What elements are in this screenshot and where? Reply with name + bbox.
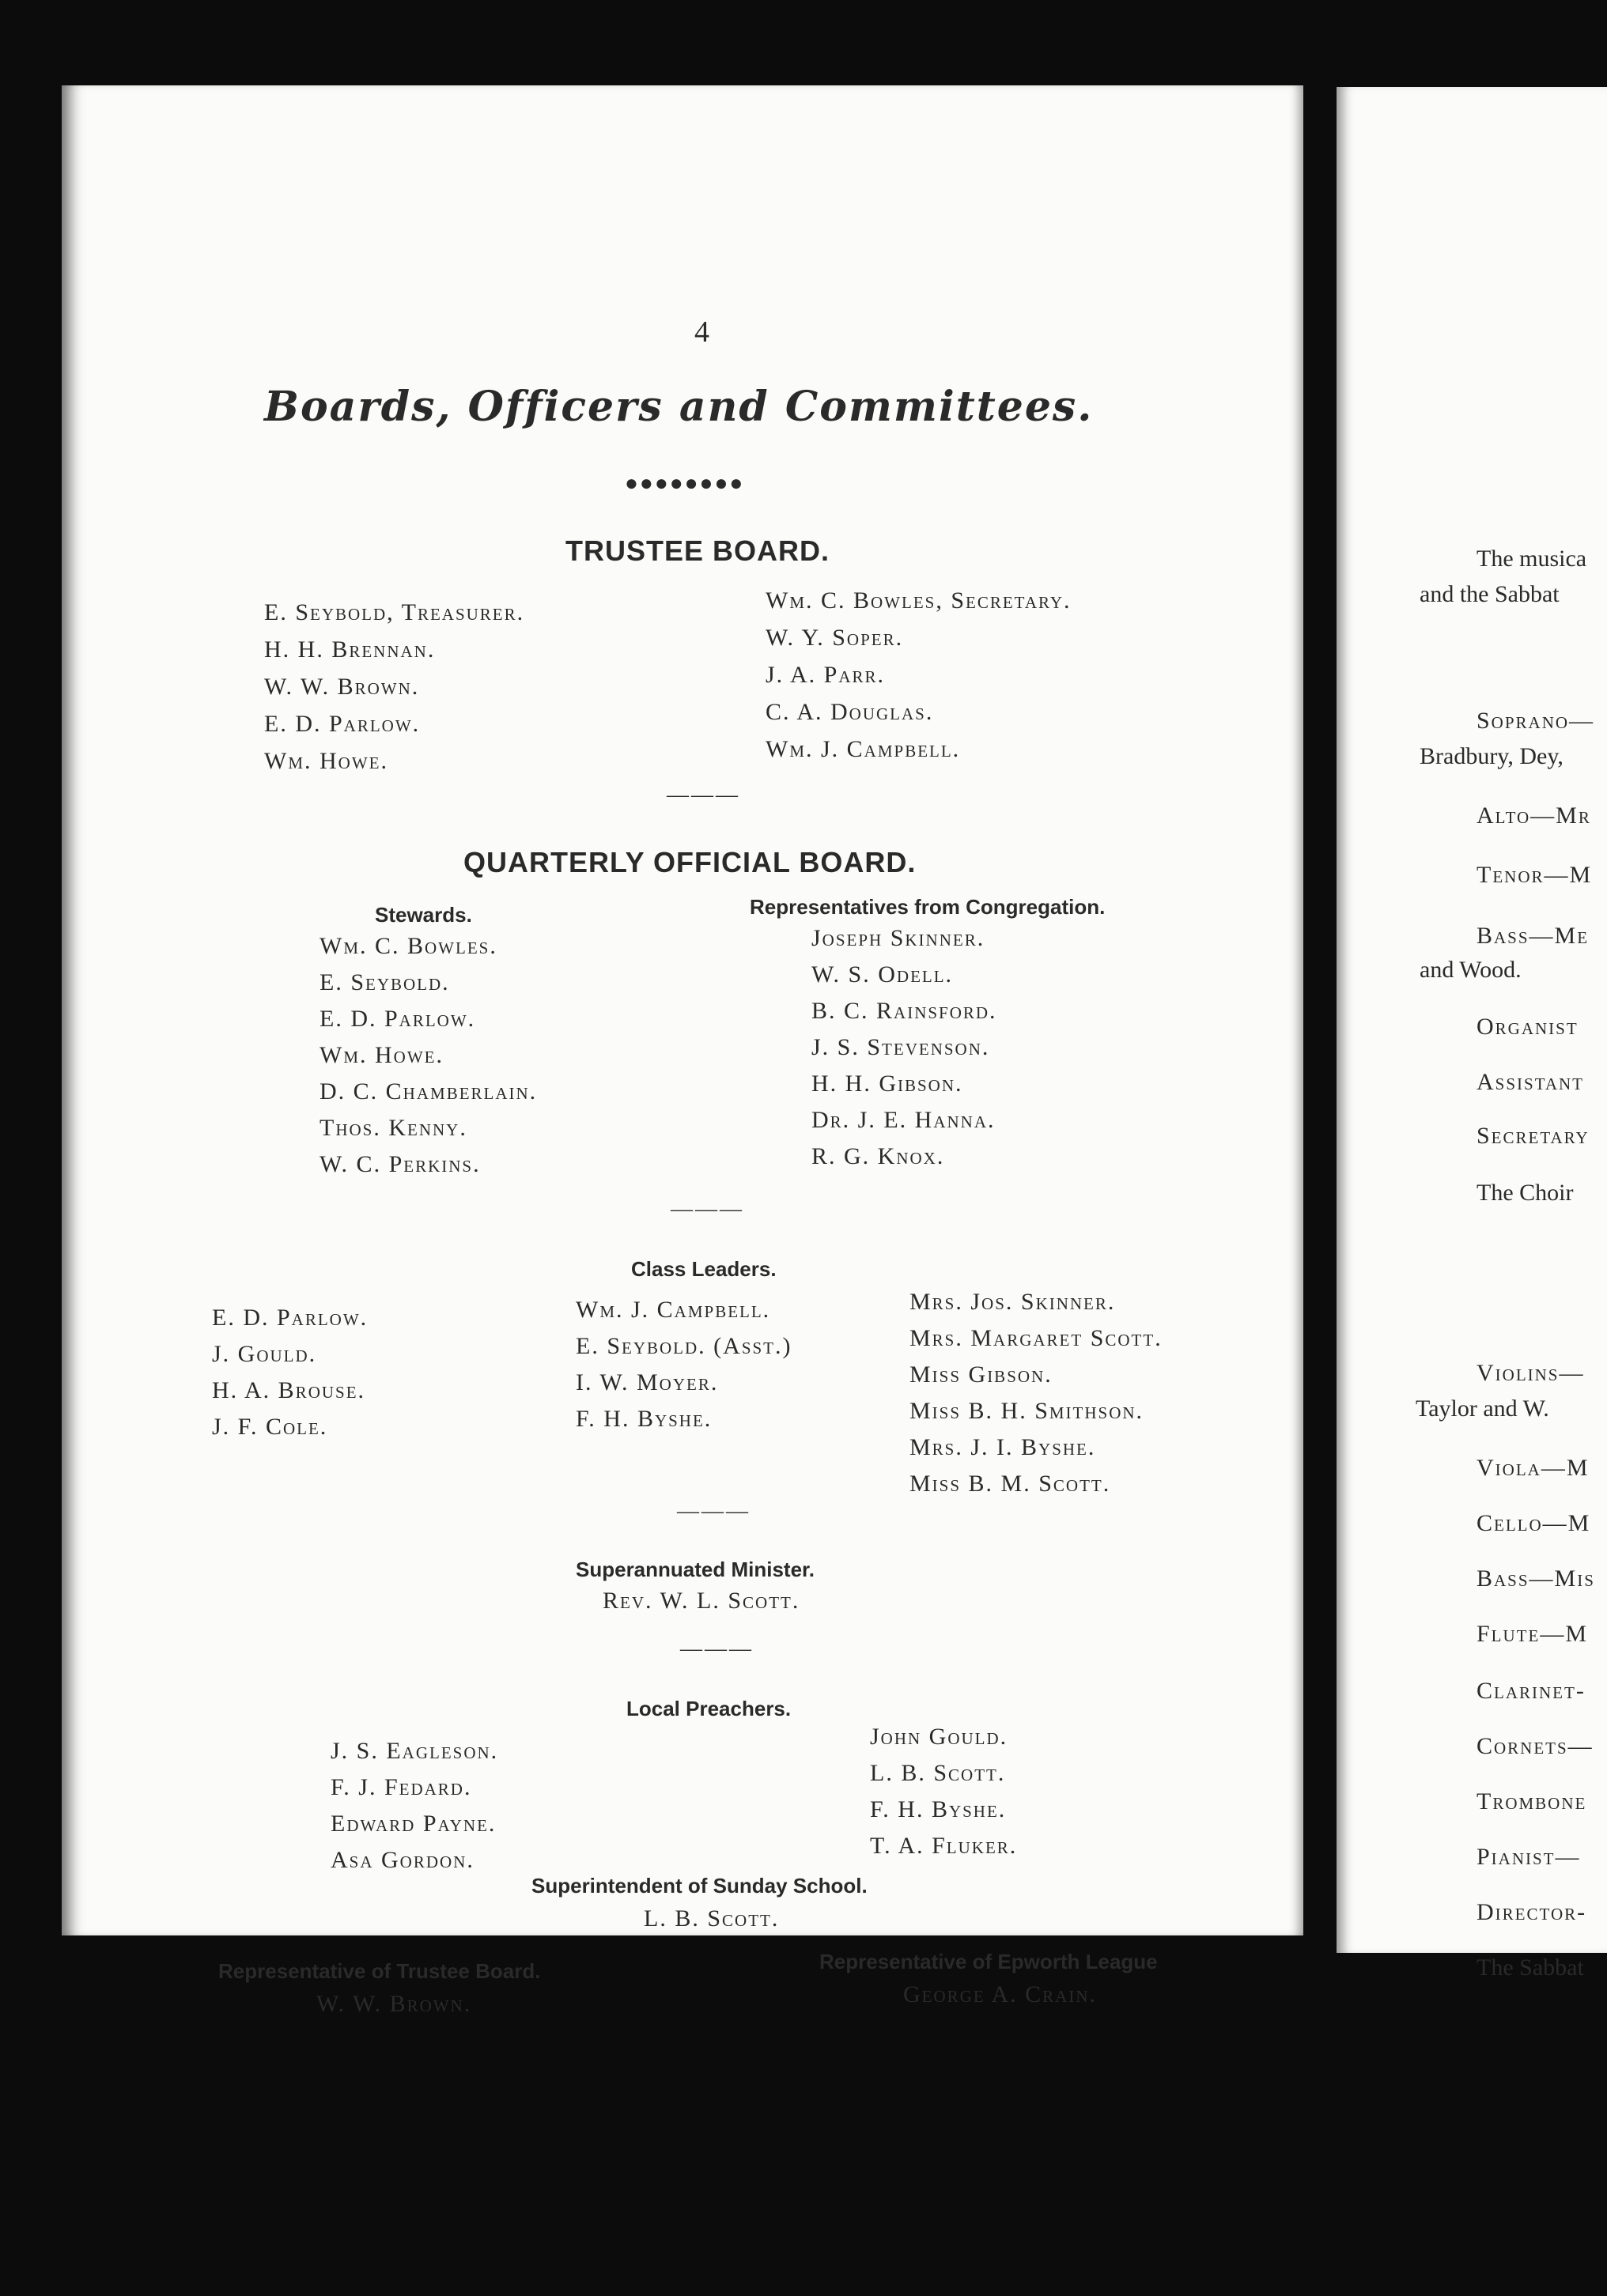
steward-2: E. Seybold.: [320, 969, 450, 995]
right-text-9: Organist: [1477, 1014, 1579, 1040]
trustee-right-3: J. A. Parr.: [766, 662, 886, 688]
trustee-left-5: Wm. Howe.: [264, 748, 388, 774]
superannuated-name: Rev. W. L. Scott.: [603, 1588, 800, 1614]
right-text-2: and the Sabbat: [1420, 581, 1560, 607]
class-leader-c2-4: F. H. Byshe.: [576, 1406, 713, 1432]
rep-2: W. S. Odell.: [811, 961, 954, 988]
steward-6: Thos. Kenny.: [320, 1115, 467, 1141]
right-text-8: and Wood.: [1420, 957, 1522, 983]
class-leader-c1-1: E. D. Parlow.: [212, 1305, 369, 1331]
local-preacher-left-3: Edward Payne.: [331, 1811, 497, 1837]
trustee-left-1: E. Seybold, Treasurer.: [264, 599, 525, 625]
right-text-16: Cello—M: [1477, 1510, 1591, 1536]
local-preacher-left-4: Asa Gordon.: [331, 1847, 475, 1873]
trustee-left-4: E. D. Parlow.: [264, 711, 421, 737]
reps-heading: Representatives from Congregation.: [750, 895, 1106, 919]
right-text-12: The Choir: [1477, 1180, 1574, 1206]
steward-5: D. C. Chamberlain.: [320, 1078, 538, 1105]
class-leader-c1-3: H. A. Brouse.: [212, 1377, 366, 1403]
trustee-right-5: Wm. J. Campbell.: [766, 736, 961, 762]
right-text-5: Alto—Mr: [1477, 802, 1591, 829]
sunday-school-name: L. B. Scott.: [644, 1905, 780, 1932]
class-leader-c2-2: E. Seybold. (Asst.): [576, 1333, 792, 1359]
class-leader-c3-3: Miss Gibson.: [909, 1361, 1053, 1388]
local-preachers-heading: Local Preachers.: [626, 1697, 792, 1720]
local-preacher-right-1: John Gould.: [870, 1724, 1008, 1750]
rep-3: B. C. Rainsford.: [811, 998, 997, 1024]
rep-1: Joseph Skinner.: [811, 925, 985, 951]
right-text-4: Bradbury, Dey,: [1420, 743, 1564, 769]
right-text-20: Cornets—: [1477, 1733, 1594, 1759]
trustee-left-2: H. H. Brennan.: [264, 636, 436, 663]
right-text-21: Trombone: [1477, 1788, 1587, 1815]
steward-7: W. C. Perkins.: [320, 1151, 481, 1177]
local-preacher-right-4: T. A. Fluker.: [870, 1833, 1018, 1859]
ornament-divider: ●●●●●●●●: [625, 471, 745, 496]
right-text-19: Clarinet-: [1477, 1678, 1586, 1704]
class-leader-c3-4: Miss B. H. Smithson.: [909, 1398, 1144, 1424]
section-divider: ———: [680, 1637, 754, 1661]
class-leader-c3-6: Miss B. M. Scott.: [909, 1471, 1111, 1497]
local-preacher-left-1: J. S. Eagleson.: [331, 1738, 499, 1764]
right-text-23: Director-: [1477, 1899, 1587, 1925]
class-leader-c3-1: Mrs. Jos. Skinner.: [909, 1289, 1116, 1315]
right-text-1: The musica: [1477, 546, 1587, 572]
rep-7: R. G. Knox.: [811, 1143, 945, 1169]
epworth-rep-name: George A. Crain.: [903, 1981, 1098, 2007]
right-text-24: The Sabbat: [1477, 1954, 1584, 1981]
local-preacher-left-2: F. J. Fedard.: [331, 1774, 472, 1800]
local-preacher-right-2: L. B. Scott.: [870, 1760, 1006, 1786]
right-text-13: Violins—: [1477, 1360, 1585, 1386]
right-page: [1337, 87, 1607, 1981]
class-leader-c3-2: Mrs. Margaret Scott.: [909, 1325, 1163, 1351]
right-text-7: Bass—Me: [1477, 923, 1590, 949]
page-number: 4: [694, 315, 709, 349]
rep-6: Dr. J. E. Hanna.: [811, 1107, 996, 1133]
trustee-right-1: Wm. C. Bowles, Secretary.: [766, 587, 1072, 614]
rep-4: J. S. Stevenson.: [811, 1034, 990, 1060]
trustee-rep-name: W. W. Brown.: [316, 1991, 472, 2017]
rep-5: H. H. Gibson.: [811, 1071, 963, 1097]
right-text-6: Tenor—M: [1477, 862, 1593, 888]
class-leaders-heading: Class Leaders.: [631, 1257, 777, 1281]
local-preacher-right-3: F. H. Byshe.: [870, 1796, 1007, 1822]
right-text-17: Bass—Mis: [1477, 1565, 1595, 1592]
trustee-left-3: W. W. Brown.: [264, 674, 420, 700]
epworth-rep-heading: Representative of Epworth League: [819, 1950, 1158, 1973]
quarterly-board-heading: QUARTERLY OFFICIAL BOARD.: [463, 846, 917, 878]
right-text-18: Flute—M: [1477, 1621, 1589, 1647]
class-leader-c2-3: I. W. Moyer.: [576, 1369, 719, 1395]
page-title: Boards, Officers and Committees.: [264, 383, 1094, 431]
steward-4: Wm. Howe.: [320, 1042, 444, 1068]
steward-3: E. D. Parlow.: [320, 1006, 476, 1032]
section-divider: ———: [667, 783, 740, 807]
section-divider: ———: [671, 1197, 744, 1222]
right-text-15: Viola—M: [1477, 1455, 1590, 1481]
right-text-3: Soprano—: [1477, 708, 1595, 734]
class-leader-c3-5: Mrs. J. I. Byshe.: [909, 1434, 1096, 1460]
sunday-school-heading: Superintendent of Sunday School.: [531, 1874, 868, 1898]
left-page: [62, 85, 1303, 2017]
stewards-heading: Stewards.: [375, 903, 472, 927]
right-text-10: Assistant: [1477, 1069, 1585, 1095]
trustee-right-4: C. A. Douglas.: [766, 699, 934, 725]
trustee-right-2: W. Y. Soper.: [766, 625, 904, 651]
trustee-rep-heading: Representative of Trustee Board.: [218, 1959, 541, 1983]
class-leader-c1-2: J. Gould.: [212, 1341, 317, 1367]
right-text-11: Secretary: [1477, 1123, 1590, 1149]
right-text-22: Pianist—: [1477, 1844, 1581, 1870]
trustee-board-heading: TRUSTEE BOARD.: [565, 534, 830, 567]
right-text-14: Taylor and W.: [1416, 1395, 1549, 1422]
class-leader-c1-4: J. F. Cole.: [212, 1414, 328, 1440]
steward-1: Wm. C. Bowles.: [320, 933, 497, 959]
section-divider: ———: [677, 1499, 751, 1524]
class-leader-c2-1: Wm. J. Campbell.: [576, 1297, 771, 1323]
superannuated-heading: Superannuated Minister.: [576, 1558, 815, 1581]
